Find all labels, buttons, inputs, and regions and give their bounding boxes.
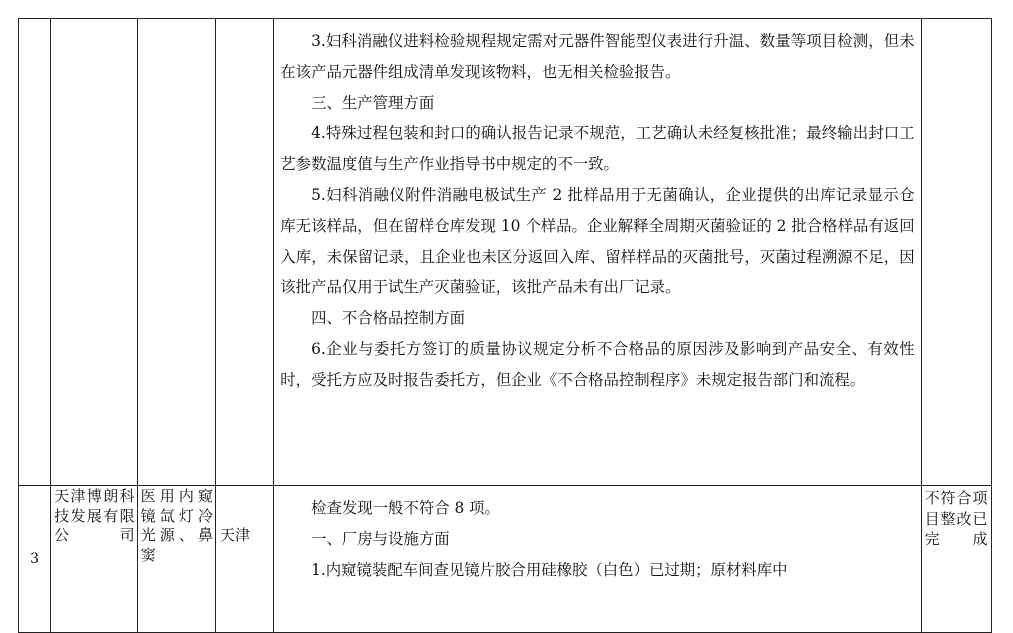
index-cell <box>19 19 51 486</box>
finding-paragraph: 6.企业与委托方签订的质量协议规定分析不合格品的原因涉及影响到产品安全、有效性时，受托方应及时报告委托方，但企业《不合格品控制程序》未规定报告部门和流程。 <box>280 339 915 389</box>
findings-cell <box>274 19 921 486</box>
region-cell <box>215 19 273 486</box>
section-heading: 四、不合格品控制方面 <box>311 309 465 328</box>
finding-paragraph: 1.内窥镜装配车间查见镜片胶合用硅橡胶（白色）已过期；原材料库中 <box>311 560 788 579</box>
rectification-status: 不符合项目整改已完成 <box>921 486 991 633</box>
finding-paragraph: 4.特殊过程包装和封口的确认报告记录不规范，工艺确认未经复核批准；最终输出封口工艺参数温度值与生产作业指导书中规定的不一致。 <box>280 124 915 174</box>
product-cell <box>137 19 215 486</box>
finding-paragraph: 5.妇科消融仪附件消融电极试生产 2 批样品用于无菌确认，企业提供的出库记录显示仓库无该样品，但在留样仓库发现 10 个样品。企业解释全周期灭菌验证的 2 批合格样品有返回入库，未保留记录，且企业也未区分返回入库、留样样品的灭菌批号，灭菌过程溯源不足，因该批产品仅用于试生产灭菌验证，该批产品未有出厂记录。 <box>280 185 915 297</box>
table-row <box>19 486 992 633</box>
finding-paragraph: 3.妇科消融仪进料检验规程规定需对元器件智能型仪表进行升温、数量等项目检测，但未在该产品元器件组成清单发现该物料，也无相关检验报告。 <box>280 32 915 81</box>
section-heading: 三、生产管理方面 <box>311 93 435 112</box>
inspection-table <box>18 18 992 633</box>
row-number: 3 <box>19 486 51 633</box>
company-cell <box>51 19 137 486</box>
status-cell <box>921 19 991 486</box>
region-name: 天津 <box>215 486 273 633</box>
finding-summary: 检查发现一般不符合 8 项。 <box>311 499 500 517</box>
findings-cell <box>274 486 921 633</box>
section-heading: 一、厂房与设施方面 <box>311 529 450 548</box>
product-name: 医用内窥镜氙灯冷光源、鼻窦 <box>137 486 215 633</box>
table-row <box>19 19 992 486</box>
company-name: 天津博朗科技发展有限公司 <box>51 486 137 633</box>
